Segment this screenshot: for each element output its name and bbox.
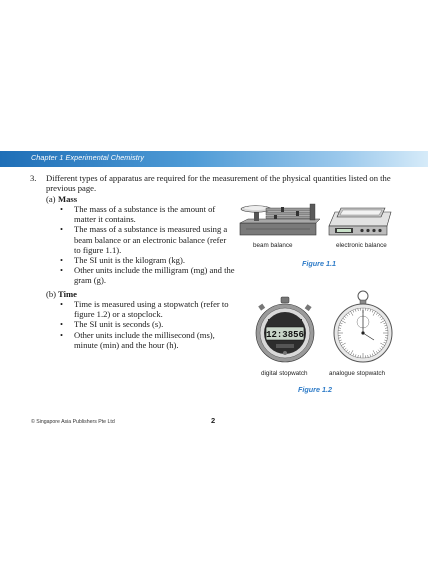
list-item: • The mass of a substance is the amount of matter it contains. [60,204,216,225]
time-bullet-list [58,299,235,350]
analogue-stopwatch-caption: analogue stopwatch [329,370,386,377]
bullet-icon: • [60,319,64,330]
bullet-icon: • [60,204,64,214]
bullet-icon: • [60,224,64,235]
mass-section-title: Mass [58,194,78,204]
analogue-stopwatch-image [332,290,394,364]
electronic-balance-image [327,196,393,238]
page-number: 2 [211,416,216,425]
list-item: • Time is measured using a stopwatch (refer to figure 1.2) or a stopclock. [60,299,229,320]
digital-stopwatch-image [254,297,316,363]
figure-1-1-title: Figure 1.1 [302,259,336,268]
figure-1-2-title: Figure 1.2 [298,385,332,394]
list-item: • Other units include the millisecond (ms), minute (min) and the hour (h). [60,329,215,350]
bullet-icon: • [60,255,64,266]
chapter-header-bar [0,151,428,167]
time-section-label: (b) [46,289,57,299]
digital-stopwatch-caption: digital stopwatch [261,370,308,377]
beam-balance-image [236,196,320,238]
list-item: • The SI unit is the kilogram (kg). [60,255,185,266]
publisher-copyright: © Singapore Asia Publishers Pte Ltd [31,419,115,425]
question-number: 3. [30,173,37,183]
beam-balance-caption: beam balance [253,242,293,249]
electronic-balance-caption: electronic balance [336,242,387,249]
bullet-icon: • [60,329,64,340]
bullet-icon: • [60,265,64,276]
list-item: • The SI unit is seconds (s). [60,319,164,330]
mass-section-label: (a) [46,194,56,204]
stopwatch-display-readout: 12:3856 [266,330,304,340]
question-text: Different types of apparatus are required for the measurement of the physical quantities listed on the previous page. [46,173,391,194]
time-section-title: Time [58,289,77,299]
list-item: • Other units include the milligram (mg) and the gram (g). [60,265,235,286]
mass-bullet-list [58,204,235,286]
list-item: • The mass of a substance is measured using a beam balance or an electronic balance (refer to figure 1.1). [60,224,228,255]
chapter-title: Chapter 1 Experimental Chemistry [31,153,145,162]
bullet-icon: • [60,299,64,309]
